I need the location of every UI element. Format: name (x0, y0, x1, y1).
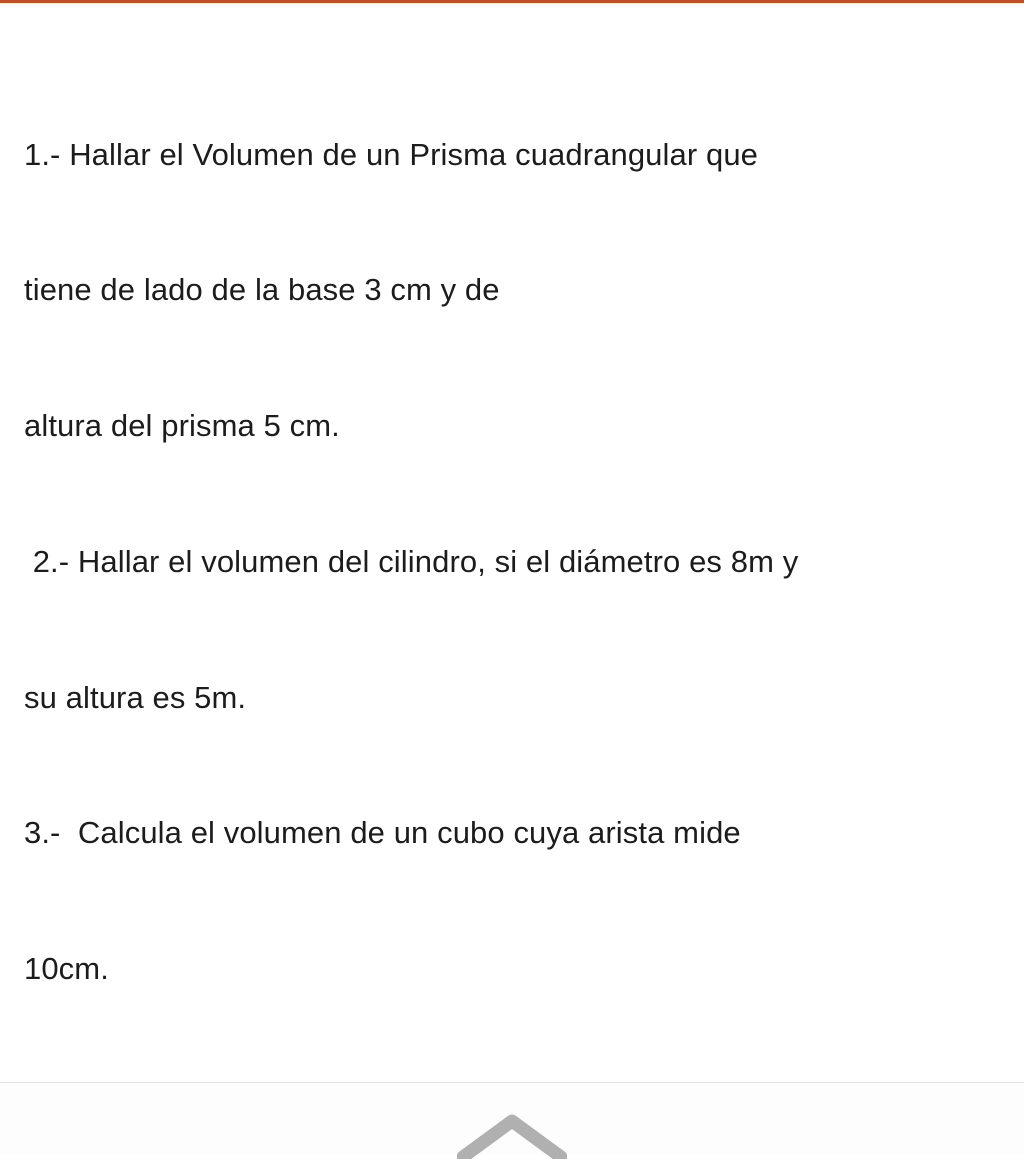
document-content (0, 41, 1024, 1082)
text-line-3: altura del prisma 5 cm. (24, 408, 340, 443)
text-line-5: su altura es 5m. (24, 679, 247, 715)
chevron-up-icon[interactable] (457, 1113, 567, 1159)
problem-statement-text (24, 41, 1002, 1082)
text-line-6: 3.- Calcula el volumen de un cubo cuya arista mide (24, 815, 741, 851)
text-line-2: tiene de lado de la base 3 cm y de (24, 272, 500, 308)
text-line-1: 1.- Hallar el Volumen de un Prisma cuadrangular que (24, 136, 759, 172)
text-line-7: 10cm. (24, 951, 109, 986)
expand-handle[interactable] (452, 1103, 572, 1159)
top-spacer (0, 3, 1024, 41)
text-line-4: 2.- Hallar el volumen del cilindro, si el diámetro es 8m y (24, 543, 799, 579)
bottom-toolbar (0, 1082, 1024, 1155)
